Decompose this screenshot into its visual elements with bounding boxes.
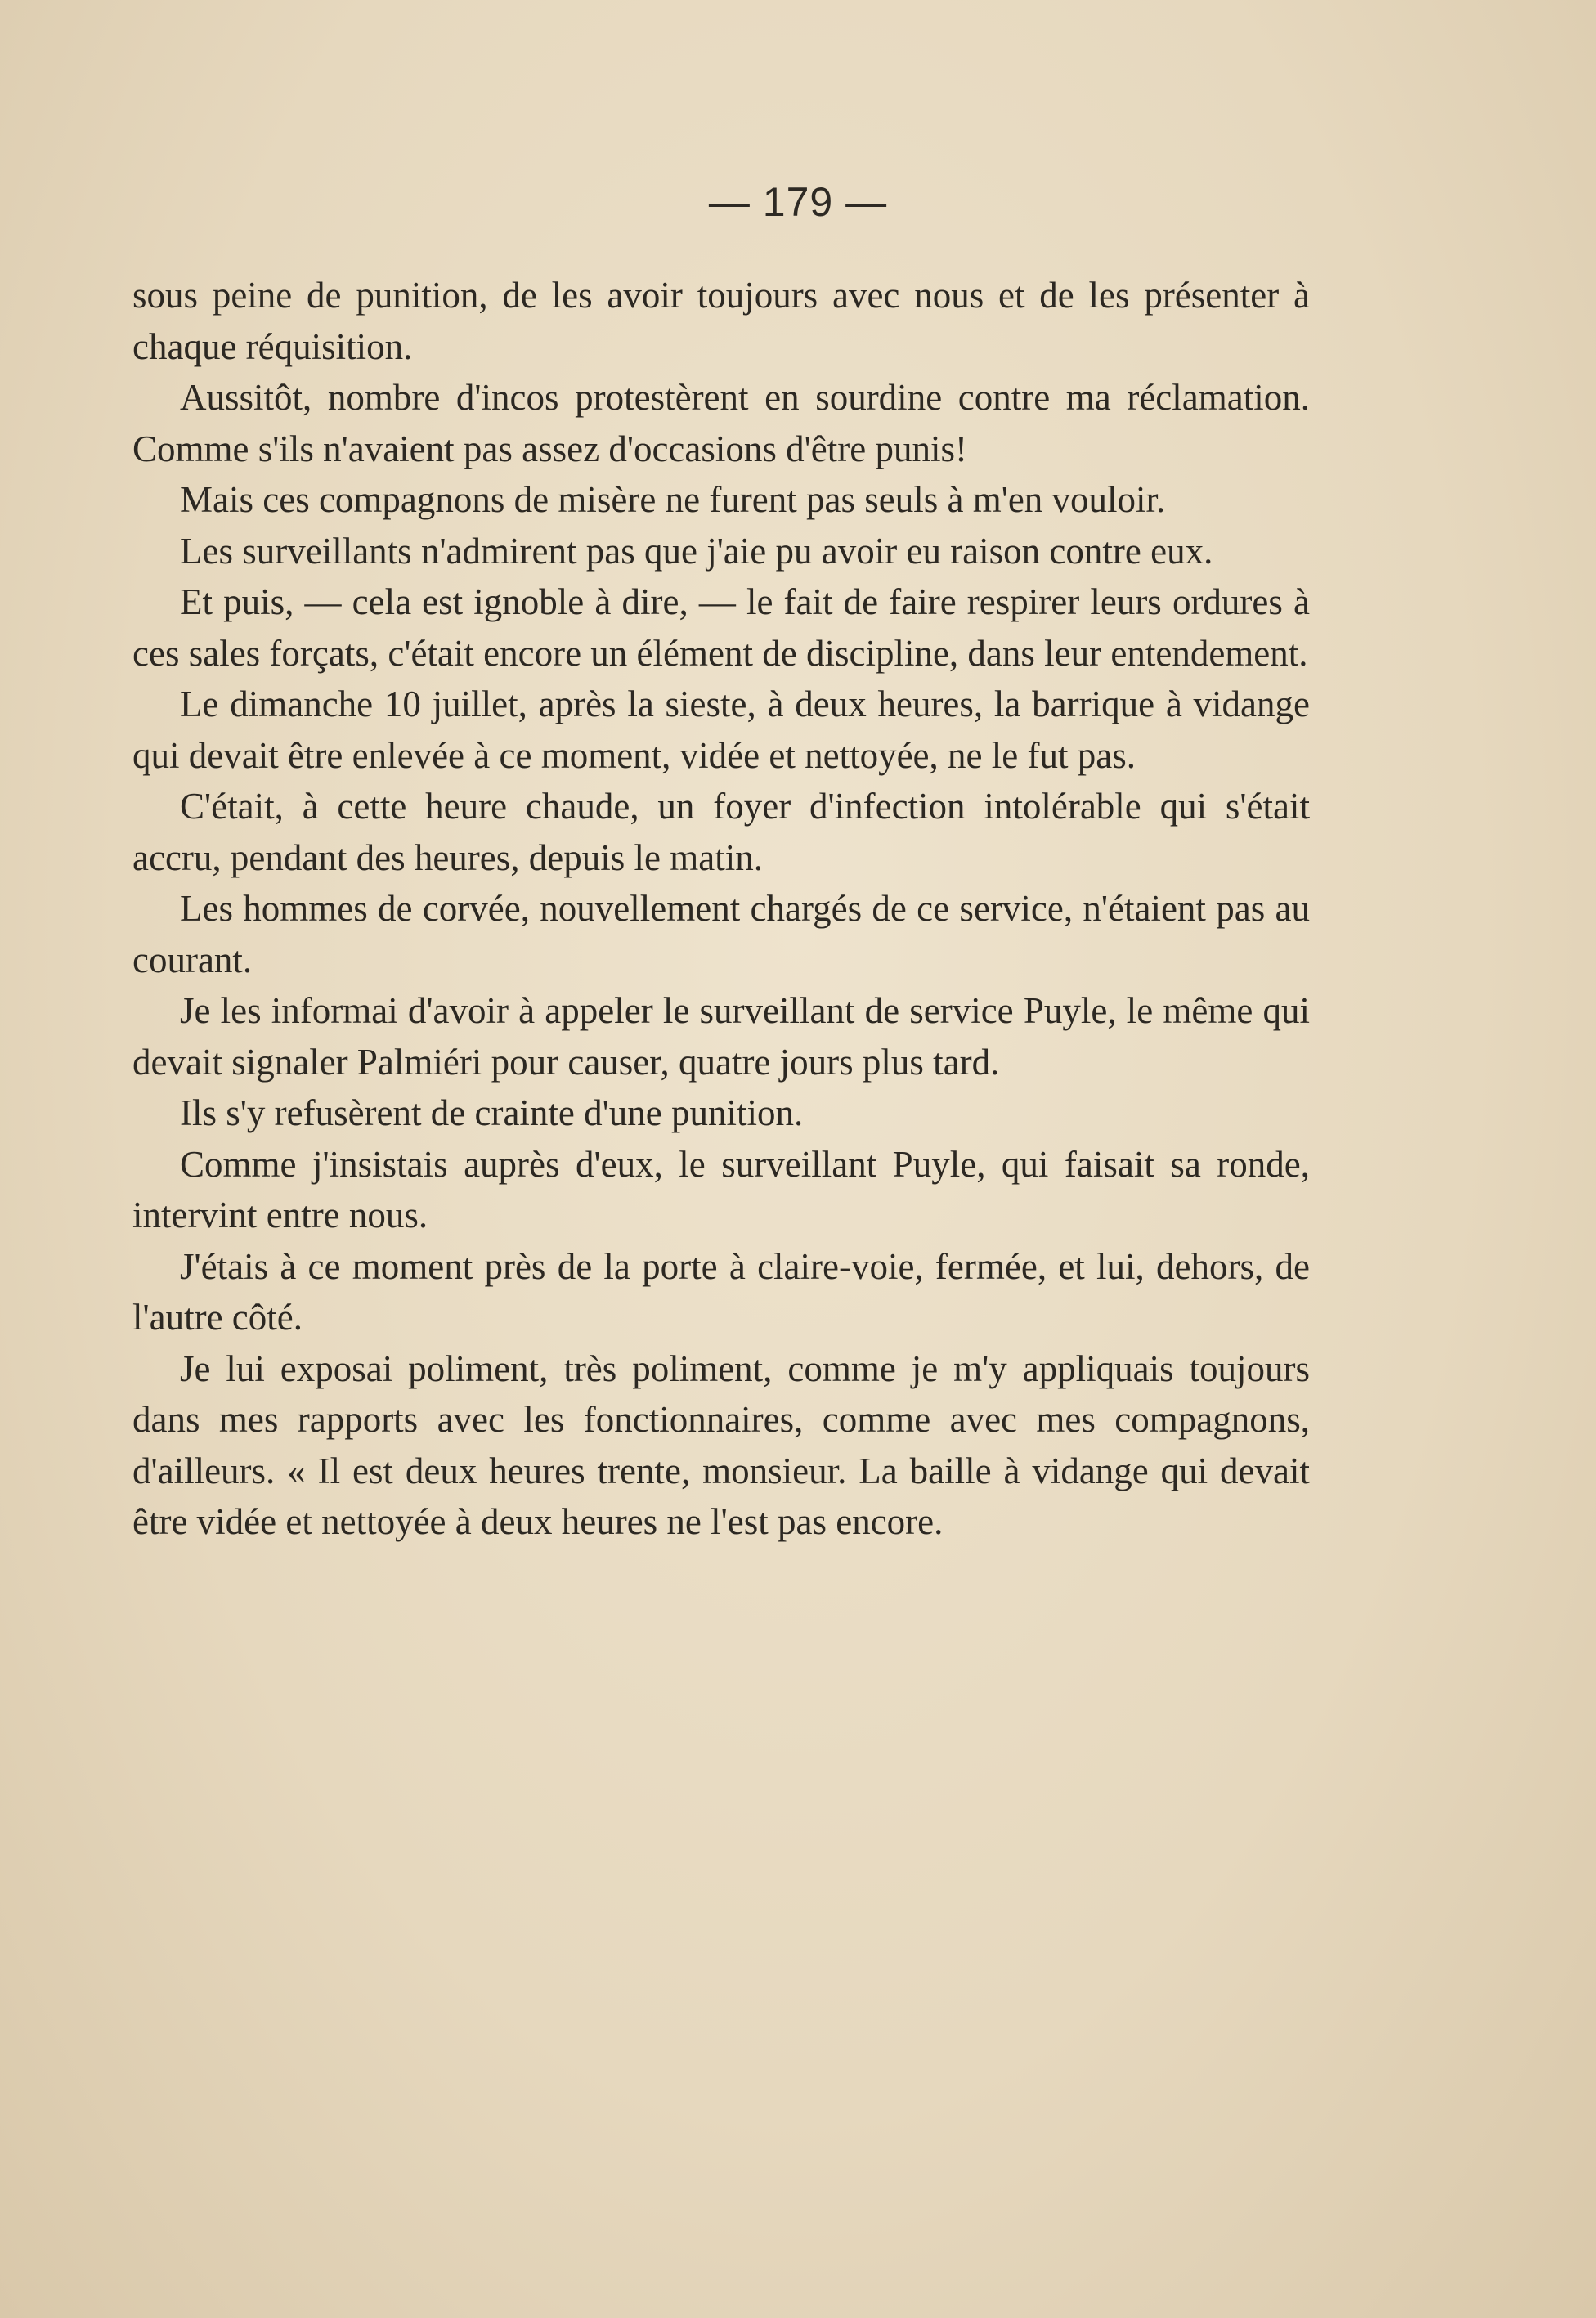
paragraph: Mais ces compagnons de misère ne furent pas seuls à m'en vouloir. <box>180 479 1166 520</box>
paragraph: Les surveillants n'admirent pas que j'aie pu avoir eu raison contre eux. <box>180 530 1213 572</box>
paragraph: Le dimanche 10 juillet, après la sieste, à deux heures, la barrique à vidange qui devait être enlevée à ce moment, vidée et nettoyée, ne le fut pas. <box>132 684 1310 776</box>
paragraph: Et puis, — cela est ignoble à dire, — le fait de faire respirer leurs ordures à ces sales forçats, c'était encore un élément de discipline, dans leur entendement. <box>132 581 1310 674</box>
paragraph: Comme j'insistais auprès d'eux, le surveillant Puyle, qui faisait sa ronde, intervint entre nous. <box>132 1143 1310 1235</box>
paragraph: C'était, à cette heure chaude, un foyer d'infection intolérable qui s'était accru, pendant des heures, depuis le matin. <box>132 786 1310 878</box>
paragraph: sous peine de punition, de les avoir toujours avec nous et de les présenter à chaque réquisition. <box>132 275 1310 367</box>
paragraph: Ils s'y refusèrent de crainte d'une punition. <box>180 1092 804 1133</box>
body-text <box>132 270 1310 1548</box>
paragraph: Les hommes de corvée, nouvellement chargés de ce service, n'étaient pas au courant. <box>132 888 1310 980</box>
paragraph: J'étais à ce moment près de la porte à claire-voie, fermée, et lui, dehors, de l'autre côté. <box>132 1245 1310 1338</box>
paragraph: Je les informai d'avoir à appeler le surveillant de service Puyle, le même qui devait signaler Palmiéri pour causer, quatre jours plus tard. <box>132 990 1310 1083</box>
paragraph: Je lui exposai poliment, très poliment, comme je m'y appliquais toujours dans mes rapports avec les fonctionnaires, comme avec mes compagnons, d'ailleurs. « Il est deux heures trente, monsieur. La baille à vidange qui devait être vidée et nettoyée à deux heures ne l'est pas encore. <box>132 1347 1310 1542</box>
paragraph: Aussitôt, nombre d'incos protestèrent en sourdine contre ma réclamation. Comme s'ils n'avaient pas assez d'occasions d'être punis! <box>132 377 1310 469</box>
page-number: — 179 — <box>708 179 888 225</box>
